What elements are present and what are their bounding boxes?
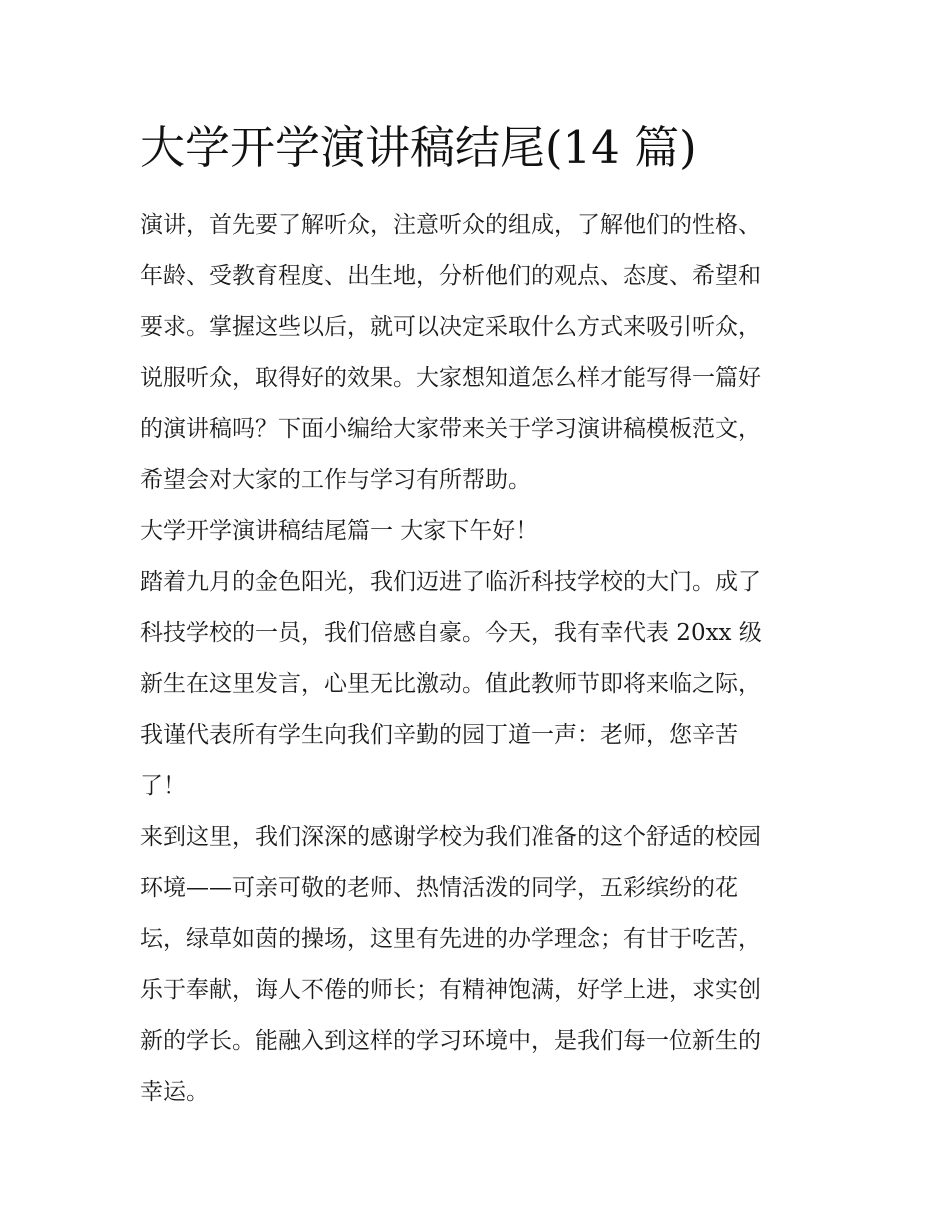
body-line: 我谨代表所有学生向我们辛勤的园丁道一声：老师，您辛苦	[140, 722, 738, 748]
section-heading-line: 大学开学演讲稿结尾篇一 大家下午好！	[140, 518, 539, 544]
body-line: 演讲，首先要了解听众，注意听众的组成，了解他们的性格、	[140, 212, 761, 238]
body-line: 新的学长。能融入到这样的学习环境中，是我们每一位新生的	[140, 1028, 761, 1054]
body-line: 新生在这里发言，心里无比激动。值此教师节即将来临之际，	[140, 671, 761, 697]
body-line: 年龄、受教育程度、出生地，分析他们的观点、态度、希望和	[140, 263, 761, 289]
body-line: 希望会对大家的工作与学习有所帮助。	[140, 467, 531, 493]
body-line: 来到这里，我们深深的感谢学校为我们准备的这个舒适的校园	[140, 824, 761, 850]
body-line: 坛，绿草如茵的操场，这里有先进的办学理念；有甘于吃苦，	[140, 926, 761, 952]
document-title: 大学开学演讲稿结尾(14 篇)	[140, 121, 697, 174]
body-line: 说服听众，取得好的效果。大家想知道怎么样才能写得一篇好	[140, 365, 761, 391]
body-line: 乐于奉献，诲人不倦的师长；有精神饱满，好学上进，求实创	[140, 977, 761, 1003]
body-line: 环境——可亲可敬的老师、热情活泼的同学，五彩缤纷的花	[140, 875, 738, 901]
body-line: 幸运。	[140, 1079, 209, 1105]
body-line: 踏着九月的金色阳光，我们迈进了临沂科技学校的大门。成了	[140, 569, 761, 595]
body-line: 科技学校的一员，我们倍感自豪。今天，我有幸代表 20xx 级	[140, 620, 762, 646]
document-body	[140, 200, 812, 1118]
body-line: 的演讲稿吗？下面小编给大家带来关于学习演讲稿模板范文，	[140, 416, 761, 442]
body-line: 了！	[140, 773, 186, 799]
body-line: 要求。掌握这些以后，就可以决定采取什么方式来吸引听众，	[140, 314, 761, 340]
